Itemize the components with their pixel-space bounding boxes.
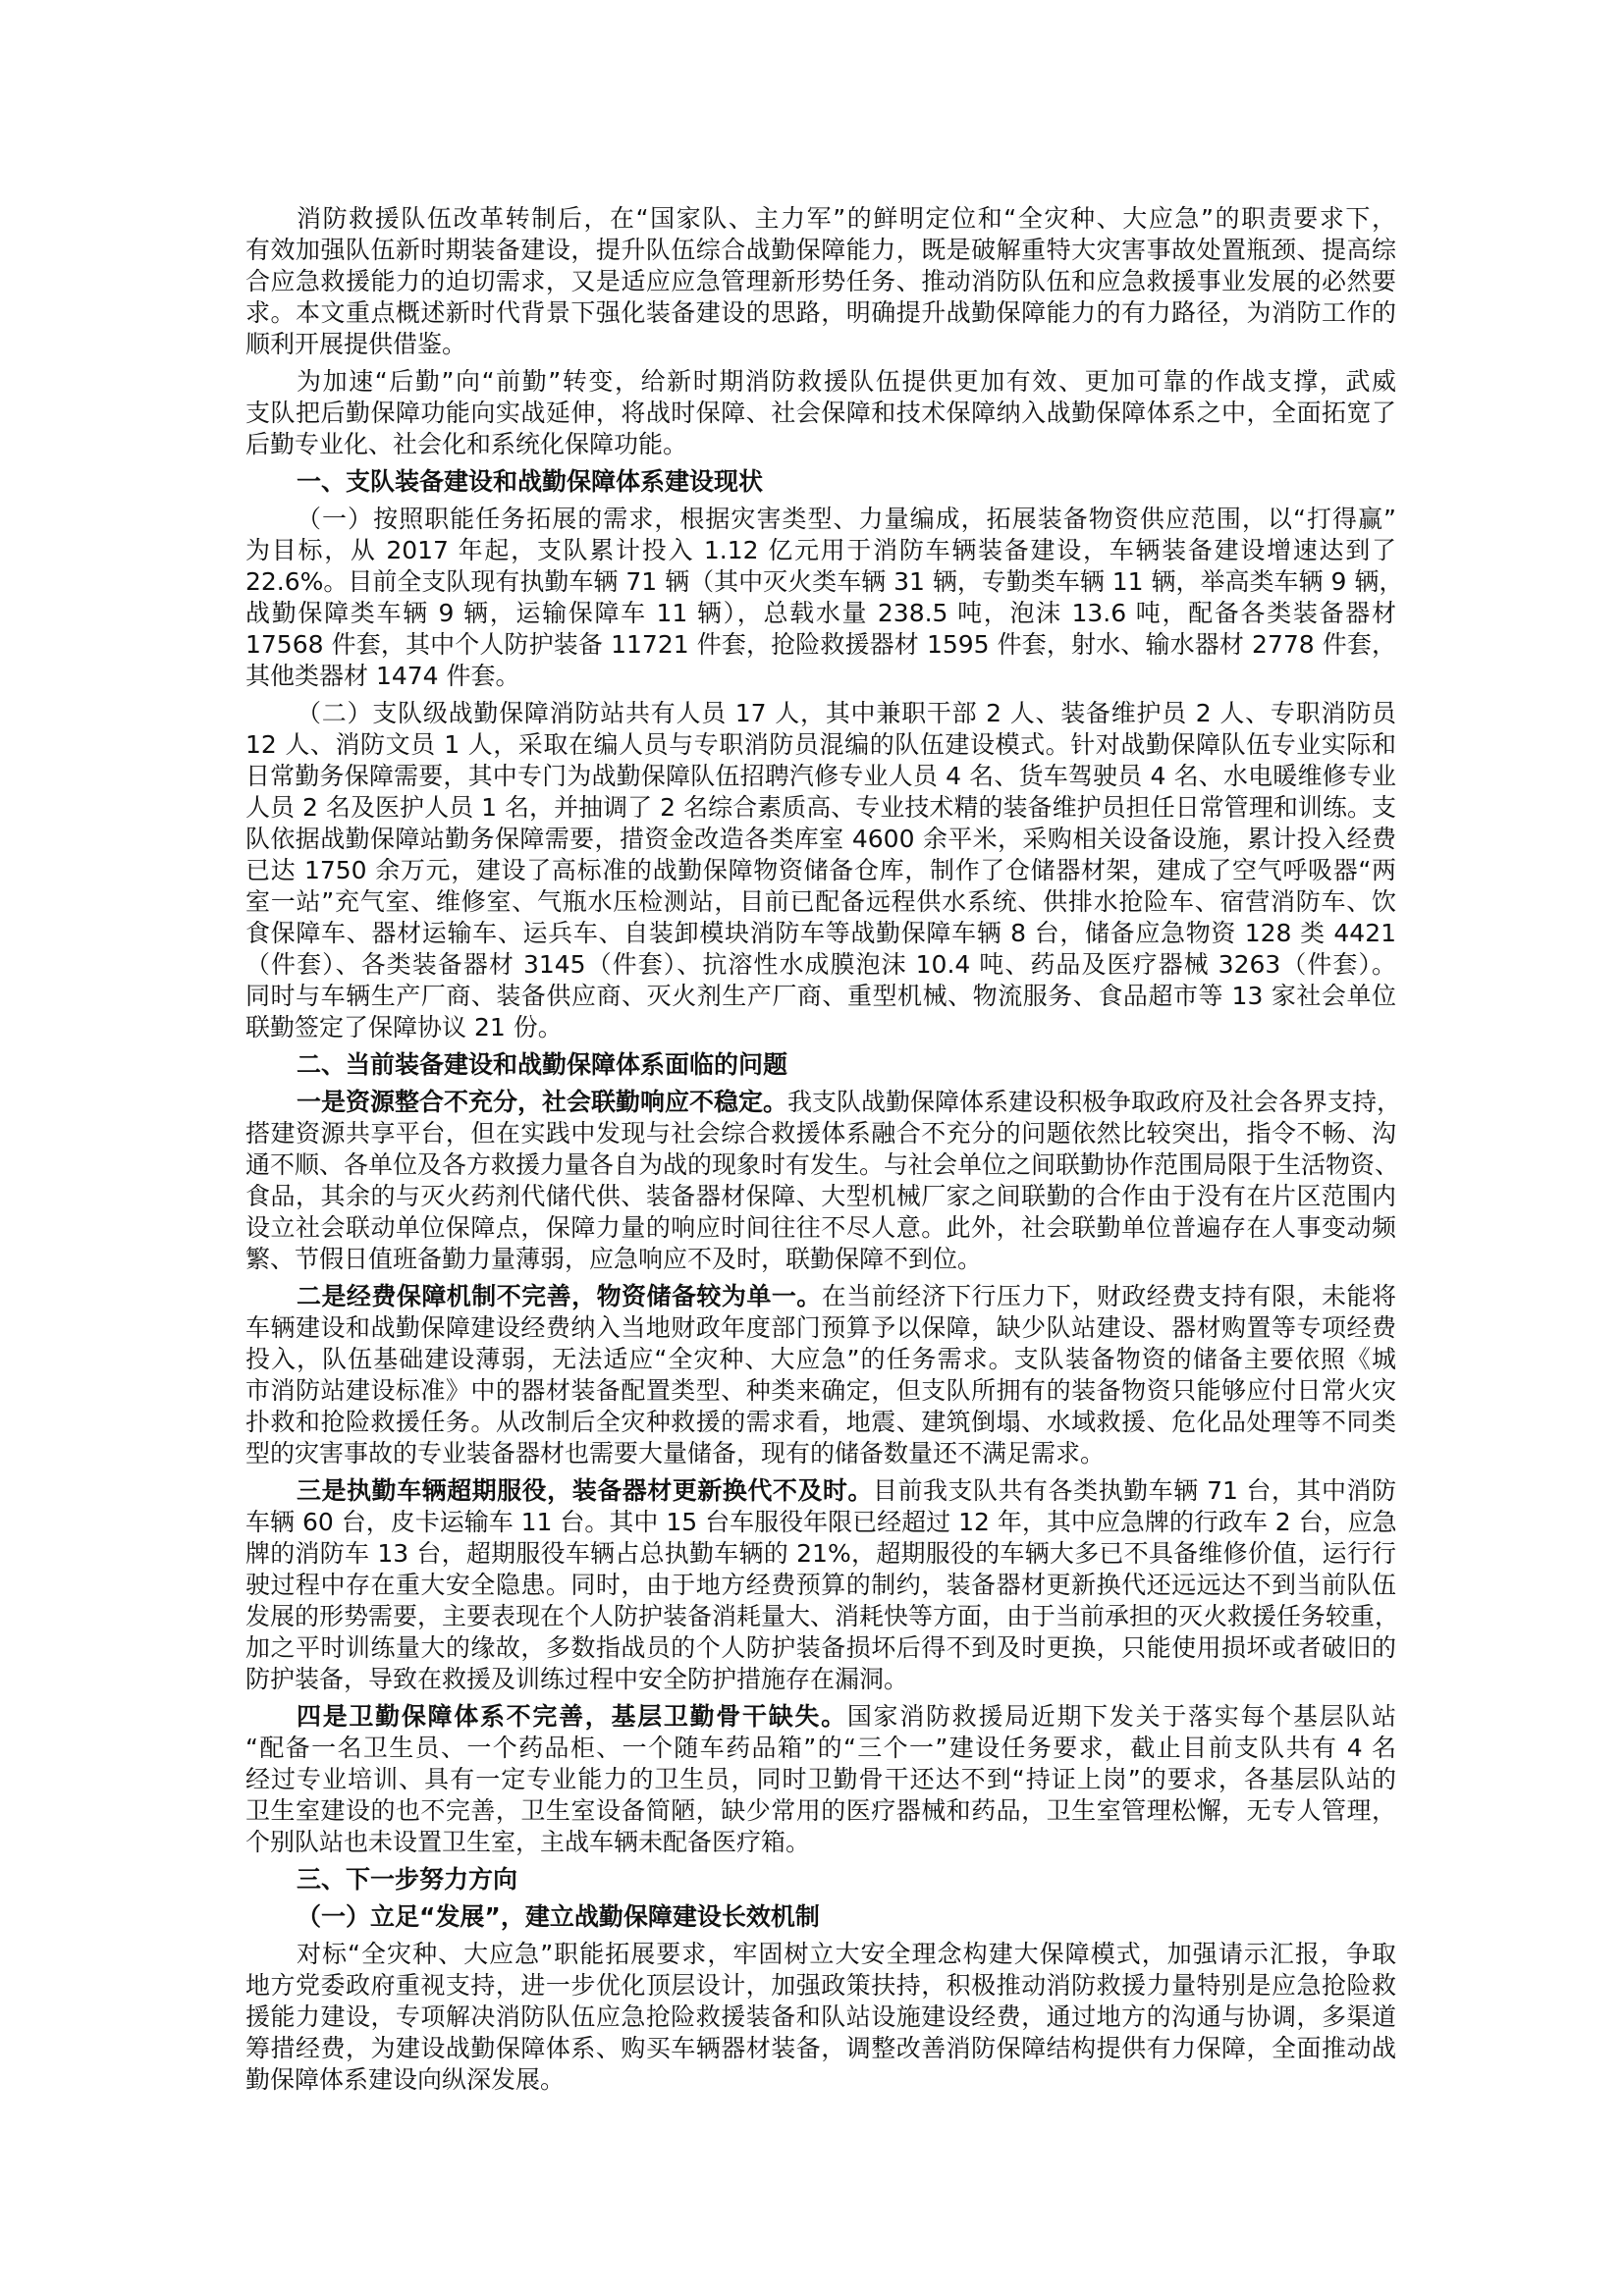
- paragraph-lead-bold: 二是经费保障机制不完善，物资储备较为单一。: [297, 1282, 822, 1310]
- line-text: 目前我支队共有各类执勤车辆 71 台，其中消防: [872, 1476, 1396, 1505]
- text-line: [245, 1939, 1396, 1970]
- line-text: 后勤专业化、社会化和系统化保障功能。: [245, 430, 688, 458]
- line-text: （一）立足“发展”，建立战勤保障建设长效机制: [297, 1902, 820, 1931]
- line-text: 国家消防救援局近期下发关于落实每个基层队站: [846, 1702, 1396, 1731]
- text-line: [245, 2064, 1396, 2096]
- line-text: 一、支队装备建设和战勤保障体系建设现状: [297, 467, 764, 496]
- text-line: [245, 1012, 1396, 1043]
- line-text: 型的灾害事故的专业装备器材也需要大量储备，现有的储备数量还不满足需求。: [245, 1439, 1106, 1468]
- paragraph: [245, 504, 1404, 692]
- text-line: [245, 1087, 1402, 1118]
- line-text: 扑救和抢险救援任务。从改制后全灾种救援的需求看，地震、建筑倒塌、水域救援、危化品处理等不同类: [245, 1408, 1396, 1436]
- text-line: [245, 729, 1396, 761]
- text-line: [245, 429, 1396, 460]
- text-line: [245, 1901, 1396, 1933]
- text-line: [245, 1407, 1396, 1438]
- text-line: [245, 949, 1396, 981]
- line-text: 防护装备，导致在救援及训练过程中安全防护措施存在漏洞。: [245, 1665, 909, 1693]
- text-line: [245, 1664, 1396, 1695]
- line-text: 繁、节假日值班备勤力量薄弱，应急响应不及时，联勤保障不到位。: [245, 1245, 983, 1273]
- text-line: [245, 1733, 1396, 1764]
- line-text: 市消防站建设标准》中的器材装备配置类型、种类来确定，但支队所拥有的装备物资只能够应付日常火灾: [245, 1376, 1396, 1405]
- line-text: 搭建资源共享平台，但在实践中发现与社会综合救援体系融合不充分的问题依然比较突出，指令不畅、沟: [245, 1119, 1396, 1148]
- text-line: [245, 886, 1396, 918]
- section-heading: [245, 1864, 1396, 1896]
- line-text: 22.6%。目前全支队现有执勤车辆 71 辆（其中灭火类车辆 31 辆，专勤类车辆 11 辆，举高类车辆 9 辆，: [245, 567, 1404, 596]
- line-text: 设立社会联动单位保障点，保障力量的响应时间往往不尽人意。此外，社会联勤单位普遍存在人事变动频: [245, 1213, 1396, 1242]
- text-line: [245, 698, 1396, 729]
- text-line: [245, 1764, 1396, 1795]
- text-line: [245, 1281, 1396, 1312]
- text-line: [245, 1475, 1396, 1507]
- line-text: 卫生室建设的也不完善，卫生室设备简陋，缺少常用的医疗器械和药品，卫生室管理松懈，无专人管理，: [245, 1796, 1396, 1825]
- paragraph: [245, 698, 1396, 1043]
- line-text: 队依据战勤保障站勤务保障需要，措资金改造各类库室 4600 余平米，采购相关设备设施，累计投入经费: [245, 825, 1396, 853]
- text-line: [245, 981, 1396, 1012]
- line-text: 驶过程中存在重大安全隐患。同时，由于地方经费预算的制约，装备器材更新换代还远远达不到当前队伍: [245, 1571, 1396, 1599]
- line-text: “配备一名卫生员、一个药品柜、一个随车药品箱”的“三个一”建设任务要求，截止目前支队共有 4 名: [245, 1734, 1396, 1762]
- line-text: 通不顺、各单位及各方救援力量各自为战的现象时有发生。与社会单位之间联勤协作范围局限于生活物资、: [245, 1150, 1400, 1179]
- text-line: [245, 1827, 1396, 1858]
- text-line: [245, 466, 1396, 498]
- section-heading: [245, 1049, 1396, 1081]
- paragraph: [245, 203, 1396, 360]
- text-line: [245, 1181, 1396, 1212]
- text-line: [245, 235, 1396, 266]
- line-text: 12 人、消防文员 1 人，采取在编人员与专职消防员混编的队伍建设模式。针对战勤保障队伍专业实际和: [245, 730, 1396, 759]
- line-text: 有效加强队伍新时期装备建设，提升队伍综合战勤保障能力，既是破解重特大灾害事故处置瓶颈、提高综: [245, 236, 1396, 264]
- text-line: [245, 661, 1396, 692]
- text-line: [245, 1632, 1396, 1664]
- line-text: 勤保障体系建设向纵深发展。: [245, 2065, 566, 2094]
- line-text: 17568 件套，其中个人防护装备 11721 件套，抢险救援器材 1595 件套，射水、输水器材 2778 件套，: [245, 630, 1396, 659]
- line-text: 筹措经费，为建设战勤保障体系、购买车辆器材装备，调整改善消防保障结构提供有力保障，全面推动战: [245, 2034, 1396, 2062]
- text-line: [245, 792, 1396, 824]
- line-text: 车辆 60 台，皮卡运输车 11 台。其中 15 台车服役年限已经超过 12 年，其中应急牌的行政车 2 台，应急: [245, 1508, 1397, 1536]
- line-text: 为加速“后勤”向“前勤”转变，给新时期消防救援队伍提供更加有效、更加可靠的作战支撑，武威: [297, 367, 1396, 396]
- line-text: 个别队站也未设置卫生室，主战车辆未配备医疗箱。: [245, 1828, 811, 1856]
- paragraph: [245, 1701, 1396, 1858]
- line-text: 人员 2 名及医护人员 1 名，并抽调了 2 名综合素质高、专业技术精的装备维护员担任日常管理和训练。支: [245, 793, 1396, 822]
- text-line: [245, 366, 1396, 398]
- text-line: [245, 1507, 1396, 1538]
- line-text: 在当前经济下行压力下，财政经费支持有限，未能将: [821, 1282, 1396, 1310]
- text-line: [245, 1375, 1396, 1407]
- line-text: 支队把后勤保障功能向实战延伸，将战时保障、社会保障和技术保障纳入战勤保障体系之中，全面拓宽了: [245, 399, 1396, 427]
- text-line: [245, 1212, 1396, 1244]
- line-text: 我支队战勤保障体系建设积极争取政府及社会各界支持，: [787, 1088, 1402, 1116]
- text-line: [245, 203, 1396, 235]
- paragraph-lead-bold: 四是卫勤保障体系不完善，基层卫勤骨干缺失。: [297, 1702, 847, 1731]
- line-text: （二）支队级战勤保障消防站共有人员 17 人，其中兼职干部 2 人、装备维护员 2 人、专职消防员: [297, 699, 1396, 727]
- paragraph: [245, 1281, 1396, 1469]
- text-line: [245, 266, 1396, 297]
- section-heading: [245, 1901, 1396, 1933]
- line-text: 室一站”充气室、维修室、气瓶水压检测站，目前已配备远程供水系统、供排水抢险车、宿营消防车、饮: [245, 887, 1396, 916]
- line-text: 战勤保障类车辆 9 辆，运输保障车 11 辆），总载水量 238.5 吨，泡沫 13.6 吨，配备各类装备器材: [245, 599, 1396, 627]
- text-line: [245, 1970, 1396, 2002]
- text-line: [245, 855, 1396, 886]
- line-text: 投入，队伍基础建设薄弱，无法适应“全灾种、大应急”的任务需求。支队装备物资的储备主要依照《城: [245, 1345, 1396, 1373]
- line-text: 对标“全灾种、大应急”职能拓展要求，牢固树立大安全理念构建大保障模式，加强请示汇报，争取: [297, 1940, 1396, 1968]
- paragraph-lead-bold: 一是资源整合不充分，社会联勤响应不稳定。: [297, 1088, 788, 1116]
- line-text: 消防救援队伍改革转制后，在“国家队、主力军”的鲜明定位和“全灾种、大应急”的职责要求下，: [297, 204, 1396, 233]
- text-line: [245, 504, 1396, 535]
- line-text: 加之平时训练量大的缘故，多数指战员的个人防护装备损坏后得不到及时更换，只能使用损坏或者破旧的: [245, 1633, 1396, 1662]
- text-line: [245, 1701, 1396, 1733]
- line-text: 已达 1750 余万元，建设了高标准的战勤保障物资储备仓库，制作了仓储器材架，建成了空气呼吸器“两: [245, 856, 1396, 884]
- paragraph: [245, 1087, 1402, 1275]
- line-text: 二、当前装备建设和战勤保障体系面临的问题: [297, 1050, 788, 1079]
- line-text: 合应急救援能力的迫切需求，又是适应应急管理新形势任务、推动消防队伍和应急救援事业发展的必然要: [245, 267, 1396, 295]
- line-text: 日常勤务保障需要，其中专门为战勤保障队伍招聘汽修专业人员 4 名、货车驾驶员 4 名、水电暖维修专业: [245, 762, 1396, 790]
- text-line: [245, 566, 1404, 598]
- text-line: [245, 1049, 1396, 1081]
- text-line: [245, 1570, 1396, 1601]
- text-line: [245, 1312, 1396, 1344]
- text-line: [245, 2002, 1396, 2033]
- section-heading: [245, 466, 1396, 498]
- line-text: 经过专业培训、具有一定专业能力的卫生员，同时卫勤骨干还达不到“持证上岗”的要求，各基层队站的: [245, 1765, 1396, 1793]
- text-line: [245, 297, 1396, 329]
- text-line: [245, 1795, 1396, 1827]
- paragraph: [245, 1475, 1400, 1695]
- text-line: [245, 598, 1396, 629]
- line-text: 食品，其余的与灭火药剂代储代供、装备器材保障、大型机械厂家之间联勤的合作由于没有在片区范围内: [245, 1182, 1396, 1210]
- line-text: 其他类器材 1474 件套。: [245, 662, 520, 690]
- paragraph: [245, 1939, 1396, 2096]
- text-line: [245, 1864, 1396, 1896]
- text-line: [245, 629, 1396, 661]
- line-text: 顺利开展提供借鉴。: [245, 330, 467, 358]
- line-text: 求。本文重点概述新时代背景下强化装备建设的思路，明确提升战勤保障能力的有力路径，为消防工作的: [245, 298, 1396, 327]
- paragraph: [245, 366, 1396, 460]
- text-line: [245, 761, 1396, 792]
- text-line: [245, 1344, 1396, 1375]
- text-line: [245, 1118, 1396, 1149]
- text-line: [245, 329, 1396, 360]
- text-line: [245, 824, 1396, 855]
- line-text: 援能力建设，专项解决消防队伍应急抢险救援装备和队站设施建设经费，通过地方的沟通与协调，多渠道: [245, 2002, 1396, 2031]
- document-body: [245, 203, 1404, 2096]
- line-text: （件套）、各类装备器材 3145（件套）、抗溶性水成膜泡沫 10.4 吨、药品及医疗器械 3263（件套）。: [245, 950, 1396, 979]
- line-text: （一）按照职能任务拓展的需求，根据灾害类型、力量编成，拓展装备物资供应范围，以“打得赢”: [297, 505, 1396, 533]
- text-line: [245, 535, 1396, 566]
- line-text: 三、下一步努力方向: [297, 1865, 518, 1894]
- text-line: [245, 1244, 1396, 1275]
- text-line: [245, 1538, 1396, 1570]
- paragraph-lead-bold: 三是执勤车辆超期服役，装备器材更新换代不及时。: [297, 1476, 873, 1505]
- line-text: 联勤签定了保障协议 21 份。: [245, 1013, 563, 1041]
- line-text: 牌的消防车 13 台，超期服役车辆占总执勤车辆的 21%，超期服役的车辆大多已不具备维修价值，运行行: [245, 1539, 1396, 1568]
- text-line: [245, 2033, 1396, 2064]
- line-text: 车辆建设和战勤保障建设经费纳入当地财政年度部门预算予以保障，缺少队站建设、器材购置等专项经费: [245, 1313, 1396, 1342]
- line-text: 地方党委政府重视支持，进一步优化顶层设计，加强政策扶持，积极推动消防救援力量特别是应急抢险救: [245, 1971, 1396, 2000]
- text-line: [245, 1149, 1400, 1181]
- line-text: 发展的形势需要，主要表现在个人防护装备消耗量大、消耗快等方面，由于当前承担的灭火救援任务较重，: [245, 1602, 1400, 1630]
- text-line: [245, 918, 1396, 949]
- text-line: [245, 1601, 1400, 1632]
- line-text: 同时与车辆生产厂商、装备供应商、灭火剂生产厂商、重型机械、物流服务、食品超市等 13 家社会单位: [245, 982, 1396, 1010]
- line-text: 食保障车、器材运输车、运兵车、自装卸模块消防车等战勤保障车辆 8 台，储备应急物资 128 类 4421: [245, 919, 1396, 947]
- line-text: 为目标，从 2017 年起，支队累计投入 1.12 亿元用于消防车辆装备建设，车辆装备建设增速达到了: [245, 536, 1396, 564]
- text-line: [245, 398, 1396, 429]
- text-line: [245, 1438, 1396, 1469]
